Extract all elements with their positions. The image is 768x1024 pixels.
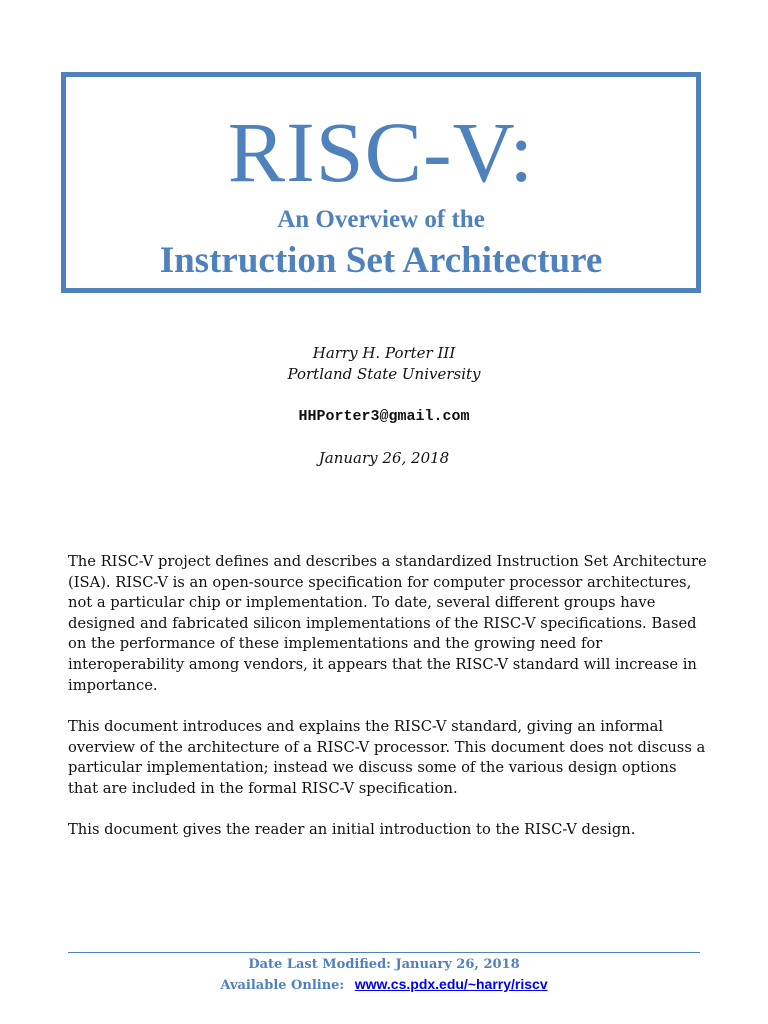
document-subtitle-line1: An Overview of the [277,206,485,233]
abstract-paragraph-1: The RISC-V project defines and describes a standardized Instruction Set Architecture (ISA). RISC-V is an open-source specification for computer processor architectures, not a particular chip or implementation. To date, several different groups have designed and fabricated silicon implementations of the RISC-V specifications. Based on the performance of these implementations and the growing need for interoperability among vendors, it appears that the RISC-V standard will increase in importance. [68,553,707,694]
footer-online-link[interactable]: www.cs.pdx.edu/~harry/riscv [354,976,548,992]
document-subtitle-line2: Instruction Set Architecture [159,240,603,281]
footer-online-label: Available Online: [220,978,345,993]
author-affiliation: Portland State University [287,365,481,383]
abstract-paragraph-2: This document introduces and explains the RISC-V standard, giving an informal overview of the architecture of a RISC-V processor. This document does not discuss a particular implementation; instead we discuss some of the various design options that are included in the formal RISC-V specification. [68,718,706,797]
author-email: HHPorter3@gmail.com [298,408,470,425]
footer-date-modified: Date Last Modified: January 26, 2018 [248,957,520,972]
footer-divider [68,952,700,953]
footer-available-online [0,975,768,995]
title-box [61,72,701,293]
author-name: Harry H. Porter III [312,344,456,362]
document-title: RISC-V: [227,104,535,200]
abstract-paragraph-3: This document gives the reader an initial introduction to the RISC-V design. [68,821,636,838]
document-date: January 26, 2018 [318,449,450,467]
